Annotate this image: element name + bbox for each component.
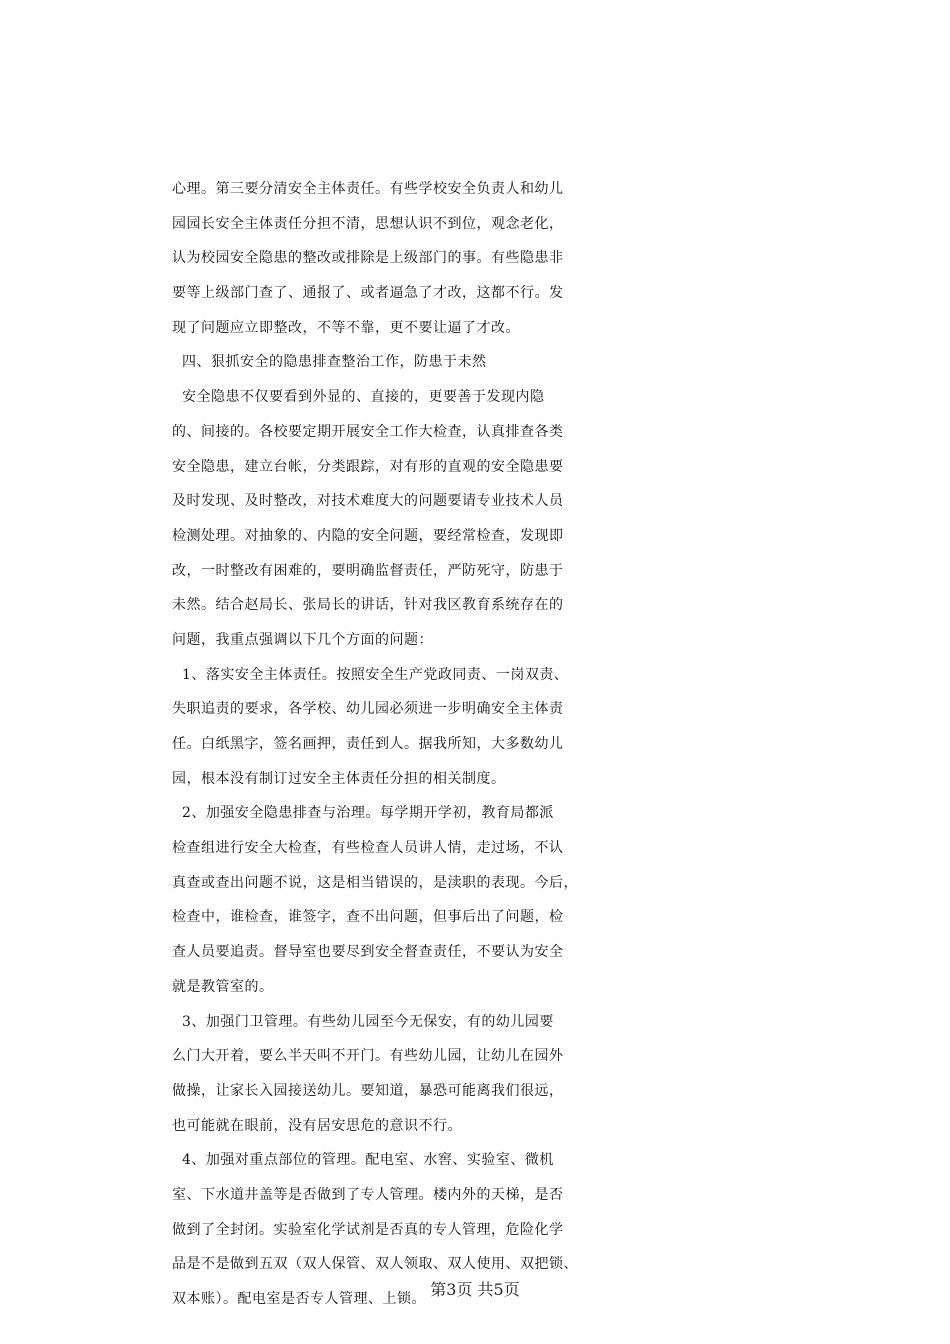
list-item-4-first-line: 4、加强对重点部位的管理。配电室、水窖、实验室、微机: [182, 1152, 554, 1169]
list-item-3-first-line: 3、加强门卫管理。有些幼儿园至今无保安，有的幼儿园要: [182, 1013, 554, 1030]
body-line: 失职追责的要求，各学校、幼儿园必须进一步明确安全主体责: [172, 701, 564, 718]
body-line: 室、下水道井盖等是否做到了专人管理。楼内外的天梯，是否: [172, 1186, 564, 1203]
body-line: 改，一时整改有困难的，要明确监督责任，严防死守，防患于: [172, 562, 564, 579]
body-line: 品是不是做到五双（双人保管、双人领取、双人使用、双把锁、: [172, 1256, 578, 1273]
body-line: 的、间接的。各校要定期开展安全工作大检查，认真排查各类: [172, 423, 564, 440]
body-line: 问题，我重点强调以下几个方面的问题：: [172, 631, 433, 648]
body-line: 做操，让家长入园接送幼儿。要知道，暴恐可能离我们很远，: [172, 1082, 564, 1099]
body-line: 认为校园安全隐患的整改或排除是上级部门的事。有些隐患非: [172, 250, 564, 267]
body-line: 未然。结合赵局长、张局长的讲话，针对我区教育系统存在的: [172, 597, 564, 614]
body-line: 检测处理。对抽象的、内隐的安全问题，要经常检查，发现即: [172, 527, 564, 544]
list-item-2-first-line: 2、加强安全隐患排查与治理。每学期开学初，教育局都派: [182, 805, 554, 822]
list-item-1-first-line: 1、落实安全主体责任。按照安全生产党政同责、一岗双责、: [182, 666, 569, 683]
body-line: 及时发现、及时整改，对技术难度大的问题要请专业技术人员: [172, 493, 564, 510]
body-line: 任。白纸黑字，签名画押，责任到人。据我所知，大多数幼儿: [172, 736, 564, 752]
body-line: 检查中，谁检查，谁签字，查不出问题，但事后出了问题，检: [172, 909, 564, 926]
body-line: 就是教管室的。: [172, 978, 274, 995]
body-line: 检查组进行安全大检查，有些检查人员讲人情，走过场，不认: [172, 840, 564, 857]
body-line: 么门大开着，要么半天叫不开门。有些幼儿园，让幼儿在园外: [172, 1048, 564, 1065]
document-body: [172, 172, 832, 1317]
body-line: 做到了全封闭。实验室化学试剂是否真的专人管理，危险化学: [172, 1221, 564, 1238]
body-line: 心理。第三要分清安全主体责任。有些学校安全负责人和幼儿: [172, 181, 564, 197]
body-line: 要等上级部门查了、通报了、或者逼急了才改，这都不行。发: [172, 285, 564, 302]
body-line: 园园长安全主体责任分担不清，思想认识不到位，观念老化，: [172, 215, 564, 232]
body-line: 园，根本没有制订过安全主体责任分担的相关制度。: [172, 770, 506, 787]
body-line: 也可能就在眼前，没有居安思危的意识不行。: [172, 1117, 462, 1134]
body-line: 现了问题应立即整改，不等不靠，更不要让逼了才改。: [172, 319, 520, 336]
body-line: 安全隐患，建立台帐，分类跟踪，对有形的直观的安全隐患要: [172, 458, 564, 475]
body-line: 真查或查出问题不说，这是相当错误的，是渎职的表现。今后，: [172, 874, 578, 891]
section-heading: 四、狠抓安全的隐患排查整治工作，防患于未然: [182, 354, 487, 371]
page-number-footer: 第3页 共5页: [430, 1280, 520, 1299]
body-line: 双本账）。配电室是否专人管理、上锁。: [172, 1291, 426, 1307]
body-line: 查人员要追责。督导室也要尽到安全督查责任，不要认为安全: [172, 944, 564, 961]
paragraph-first-line: 安全隐患不仅要看到外显的、直接的，更要善于发现内隐: [182, 389, 545, 406]
